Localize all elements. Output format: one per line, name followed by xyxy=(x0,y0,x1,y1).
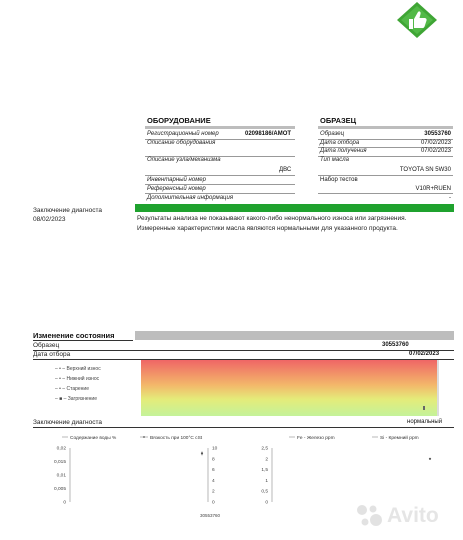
chart2-left-tick: 2,5 xyxy=(261,446,268,452)
chart2-point-silicon xyxy=(429,458,431,460)
chart1-category-label: 30553760 xyxy=(200,513,221,518)
condition-sample-label: Образец xyxy=(33,342,60,349)
sample-num-label: Образец xyxy=(320,131,345,137)
divider xyxy=(145,175,295,176)
condition-gradient-edge xyxy=(437,360,439,416)
condition-sample-value: 30553760 xyxy=(382,342,409,348)
chart1-left-tick: 0,015 xyxy=(53,460,66,465)
chart1-left-tick: 0,01 xyxy=(56,473,66,479)
condition-point-marker xyxy=(423,406,425,410)
legend-lower-wear: – • – Нижний износ xyxy=(55,376,100,382)
sample-recv-label: Дата получения xyxy=(320,148,367,154)
conclusion-title: Заключение диагноста xyxy=(33,207,103,214)
divider xyxy=(33,350,454,351)
condition-date-label: Дата отбора xyxy=(33,351,71,358)
avito-logo-icon xyxy=(355,502,383,530)
equipment-header-bar xyxy=(145,126,295,129)
equipment-title: ОБОРУДОВАНИЕ xyxy=(147,116,211,125)
chart1-right-tick: 6 xyxy=(212,468,215,474)
divider xyxy=(145,193,295,194)
chart2-left-tick: 0 xyxy=(265,500,268,506)
divider xyxy=(318,175,453,176)
sample-recv-value: 07/02/2023 xyxy=(420,148,451,154)
equipment-reg-label: Регистрационный номер xyxy=(147,131,219,137)
chart1-right-tick: 0 xyxy=(212,500,215,506)
sample-num-value: 30553760 xyxy=(424,131,451,137)
sample-date-value: 07/02/2023 xyxy=(420,140,451,146)
condition-header-bar xyxy=(135,331,454,340)
condition-date-value: 07/02/2023 xyxy=(409,351,440,357)
chart1-left-tick: 0,005 xyxy=(53,487,66,492)
avito-watermark xyxy=(355,502,455,530)
sample-tests-label: Набор тестов xyxy=(320,177,358,183)
chart1-legend-water: Содержание воды % xyxy=(70,436,117,441)
equipment-unit-value: ДВС xyxy=(279,167,292,173)
equipment-unit-label: Описание узла/механизма xyxy=(147,157,221,163)
chart1-left-tick: 0 xyxy=(63,500,66,506)
sample-title: ОБРАЗЕЦ xyxy=(320,116,357,125)
equipment-reg-value: 02098186/AMOT xyxy=(245,131,292,137)
sample-header-bar xyxy=(318,126,453,129)
divider xyxy=(33,340,133,341)
conclusion-status-bar xyxy=(135,204,454,212)
chart1-left-tick: 0,02 xyxy=(56,446,66,452)
equipment-inv-label: Инвентарный номер xyxy=(147,177,206,183)
chart1-right-tick: 2 xyxy=(212,489,215,495)
chart2-legend xyxy=(289,434,419,441)
equipment-desc-label: Описание оборудования xyxy=(147,140,216,146)
avito-watermark-text: Avito xyxy=(387,504,439,527)
chart2-legend-silicon: Si - Кремний ppm xyxy=(380,436,419,441)
chart2-left-tick: 0,5 xyxy=(261,489,268,495)
sample-oil-value: TOYOTA SN 5W30 xyxy=(399,167,451,173)
conclusion-text-line2: Измеренные характеристики масла являются нормальными для указанного продукта. xyxy=(137,225,398,232)
equipment-ref-label: Референсный номер xyxy=(147,186,206,192)
divider xyxy=(318,193,453,194)
condition-diag-value: нормальный xyxy=(407,419,443,425)
sample-oil-label: Тип масла xyxy=(320,157,349,163)
approval-badge xyxy=(395,0,440,40)
condition-title: Изменение состояния xyxy=(33,331,115,340)
sample-tests-value: V10R+RUEN xyxy=(415,186,451,192)
divider xyxy=(145,184,295,185)
condition-gradient-chart xyxy=(141,360,437,416)
condition-diag-label: Заключение диагноста xyxy=(33,419,103,426)
chart2-left-tick: 1 xyxy=(265,478,268,484)
chart-water-viscosity xyxy=(30,430,240,530)
legend-upper-wear: – • – Верхний износ xyxy=(55,366,101,372)
sample-extra-value: - xyxy=(449,195,451,201)
chart2-legend-iron: Fe - Железо ppm xyxy=(297,436,335,441)
legend-aging: – • – Старение xyxy=(55,386,90,392)
conclusion-date: 08/02/2023 xyxy=(33,216,66,223)
thumbs-up-icon xyxy=(395,0,440,40)
chart2-left-tick: 1,5 xyxy=(261,468,268,474)
chart1-legend xyxy=(62,435,203,441)
chart1-right-tick: 10 xyxy=(212,446,218,452)
legend-contamination: – ■ – Загрязнение xyxy=(55,396,97,402)
chart1-right-tick: 8 xyxy=(212,457,215,463)
sample-date-label: Дата отбора xyxy=(320,140,360,146)
equipment-extra-label: Дополнительная информация xyxy=(147,195,234,201)
conclusion-text-line1: Результаты анализа не показывают какого-либо ненормального износа или загрязнения. xyxy=(137,215,407,222)
chart2-left-tick: 2 xyxy=(265,457,268,463)
divider xyxy=(33,427,454,428)
chart1-right-tick: 4 xyxy=(212,478,215,484)
chart1-legend-viscosity: Вязкость при 100°C cSt xyxy=(150,436,203,441)
